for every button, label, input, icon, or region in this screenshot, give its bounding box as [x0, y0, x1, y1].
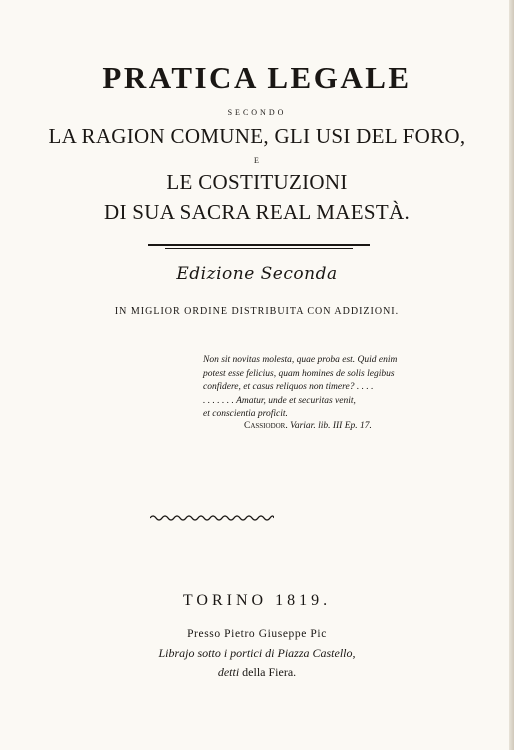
epigraph-line: Non sit novitas molesta, quae proba est. Quid enim — [203, 355, 398, 365]
edition-label: Edizione Seconda — [176, 264, 338, 284]
publisher-line-2: Librajo sotto i portici di Piazza Castello, — [158, 646, 356, 660]
book-title: PRATICA LEGALE — [102, 60, 412, 95]
publisher-line-3 — [0, 665, 514, 680]
publisher-line-1: Presso Pietro Giuseppe Pic — [187, 628, 327, 640]
ornament-wavy-rule — [150, 514, 274, 522]
epigraph-line: confidere, et casus reliquos non timere? . . . . — [203, 382, 374, 393]
subtitle-line-2: LE COSTITUZIONI — [166, 170, 348, 194]
subtitle-line-3: DI SUA SACRA REAL MAESTÀ. — [103, 200, 410, 224]
epigraph-line: . . . . . . . Amatur, unde et securitas venit, — [203, 395, 356, 406]
publisher-line-3-prefix: detti — [217, 665, 240, 679]
epigraph — [203, 354, 443, 422]
citation-author: Cassiodor. — [244, 421, 288, 431]
divider-rule-thick — [148, 244, 370, 246]
imprint-place-year: TORINO 1819. — [182, 592, 332, 609]
subtitle-line-1: LA RAGION COMUNE, GLI USI DEL FORO, — [48, 124, 466, 148]
subtitle-conjunction: E — [254, 156, 260, 165]
divider-rule-thin — [165, 248, 353, 249]
publisher-line-3-rest: della Fiera. — [242, 665, 297, 679]
distribution-note: IN MIGLIOR ORDINE DISTRIBUITA CON ADDIZIONI. — [114, 306, 400, 317]
epigraph-citation — [244, 421, 372, 431]
citation-reference: Variar. lib. III Ep. 17. — [290, 421, 372, 431]
epigraph-line: potest esse felicius, quam homines de solis legibus — [203, 368, 395, 379]
epigraph-line: et conscientia proficit. — [203, 409, 288, 420]
subtitle-secondo: SECONDO — [227, 108, 287, 117]
